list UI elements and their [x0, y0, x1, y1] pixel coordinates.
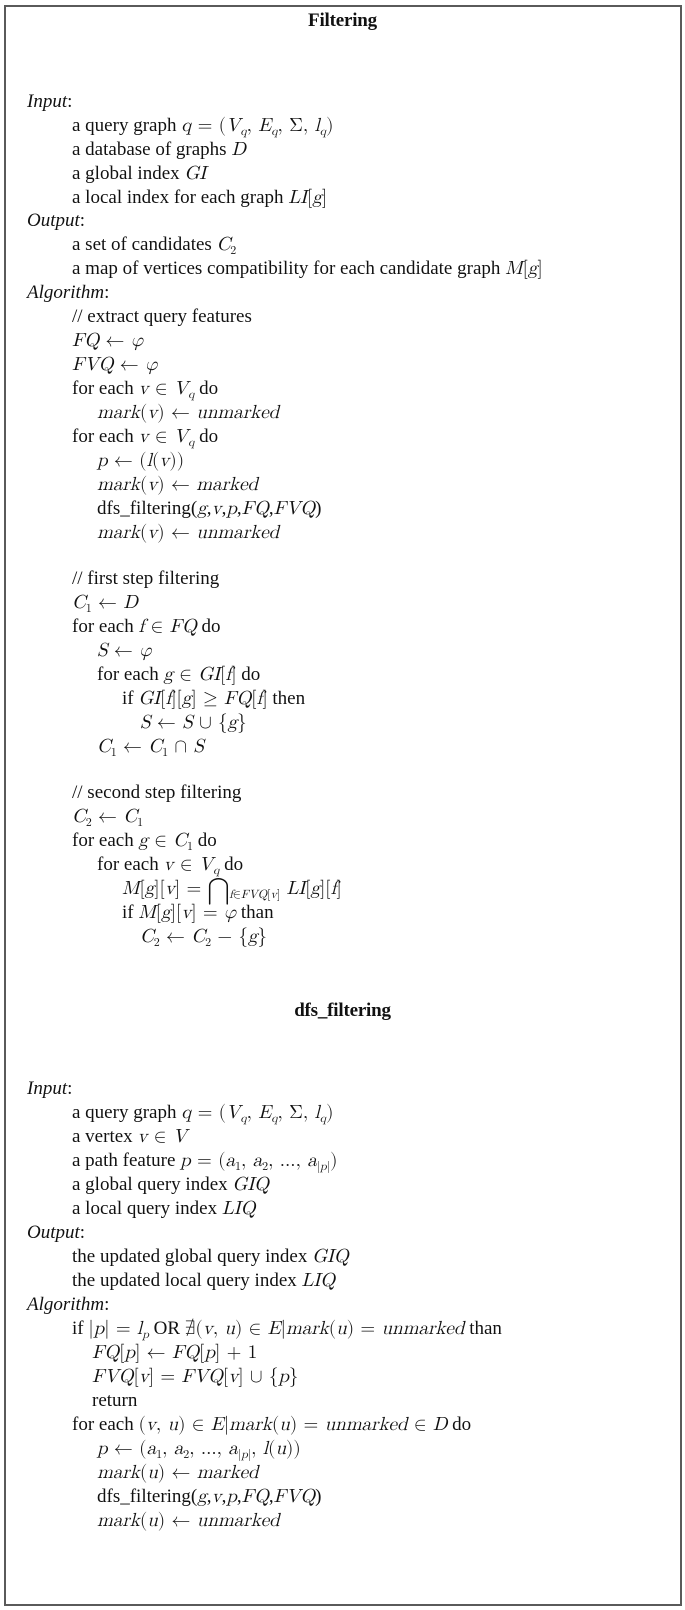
dfs-step-p-extend: p ← ($a_1$, $a_2$, ..., $a_{|p|}$, l(u))	[97, 1439, 301, 1461]
dfs-step-recursive-call: dfs_filtering(g,v,p,FQ,FVQ)	[97, 1486, 322, 1507]
algorithm-label: Algorithm:	[27, 282, 110, 303]
input-local-index: a local index for each graph LI[g]	[72, 187, 328, 208]
step-c2-remove: $C_2$ ← $C_2 - \{g\}$	[140, 927, 268, 949]
dfs-input-query-graph: a query graph $q = (V_q$, $E_q$, Σ, $l_q$)	[72, 1102, 334, 1125]
step-c2-init: $C_2$ ← $C_1$	[72, 807, 144, 829]
output-compat-map: a map of vertices compatibility for each candidate graph M[g]	[72, 258, 543, 279]
step-if-m-empty: if M[g][v] = φ than	[122, 902, 274, 923]
step-loop-gi: for each g ∈ GI[f] do	[97, 664, 261, 685]
step-loop-c1: for each g ∈ $C_1$ do	[72, 830, 217, 853]
dfs-input-giq: a global query index GIQ	[72, 1174, 269, 1195]
step-fq-init: FQ ← φ	[72, 331, 144, 350]
step-fvq-init: FVQ ← φ	[72, 355, 158, 374]
algorithm-title-filtering: Filtering	[308, 10, 377, 31]
step-s-union: S ← S ∪ {g}	[140, 713, 247, 732]
output-candidates: a set of candidates $C_2$	[72, 234, 237, 257]
dfs-input-label: Input:	[27, 1078, 73, 1099]
dfs-output-liq: the updated local query index LIQ	[72, 1270, 336, 1291]
dfs-input-path-feature: a path feature $p = (a_1$, $a_2$, ..., $a_{|p|}$)	[72, 1150, 338, 1173]
dfs-input-vertex: a vertex v ∈ V	[72, 1126, 187, 1147]
input-database: a database of graphs D	[72, 139, 246, 160]
step-loop-vq-2: for each v ∈ $V_q$ do	[72, 426, 219, 449]
dfs-step-mark-u: mark(u) ← marked	[97, 1463, 259, 1482]
step-unmark-v-2: mark(v) ← unmarked	[97, 523, 280, 542]
step-unmark-v-1: mark(v) ← unmarked	[97, 403, 280, 422]
step-m-assign: $M[g][v] = ⋂_{f\in FVQ[v]}$ LI[g][f]	[122, 878, 342, 904]
step-c1-intersect: $C_1$ ← $C_1$ ∩ S	[97, 737, 204, 759]
step-c1-init: $C_1$ ← D	[72, 593, 138, 615]
algorithm-title-dfs-filtering: dfs_filtering	[294, 1000, 391, 1021]
dfs-output-label: Output:	[27, 1222, 86, 1243]
dfs-step-fq-increment: FQ[p] ← FQ[p] + 1	[92, 1343, 258, 1362]
dfs-output-giq: the updated global query index GIQ	[72, 1246, 349, 1267]
dfs-step-loop-edges: for each (v, u) ∈ E|mark(u) = unmarked ∈ D do	[72, 1414, 472, 1435]
dfs-algorithm-label: Algorithm:	[27, 1294, 110, 1315]
step-if-gi-ge-fq: if GI[f][g] ≥ FQ[f] then	[122, 688, 306, 709]
input-global-index: a global index GI	[72, 163, 207, 184]
step-loop-vq-1: for each v ∈ $V_q$ do	[72, 378, 219, 401]
step-mark-v: mark(v) ← marked	[97, 475, 259, 494]
comment-first-step: // first step filtering	[72, 568, 220, 589]
comment-second-step: // second step filtering	[72, 782, 242, 803]
dfs-step-unmark-u: mark(u) ← unmarked	[97, 1511, 280, 1530]
step-dfs-call-1: dfs_filtering(g,v,p,FQ,FVQ)	[97, 498, 322, 519]
dfs-step-return: return	[92, 1390, 138, 1411]
dfs-input-liq: a local query index LIQ	[72, 1198, 256, 1219]
input-label: Input:	[27, 91, 73, 112]
step-p-assign: p ← (l(v))	[97, 451, 185, 470]
input-query-graph: a query graph $q = (V_q$, $E_q$, Σ, $l_q$)	[72, 115, 334, 138]
dfs-step-fvq-union: FVQ[v] = FVQ[v] ∪ {p}	[92, 1367, 299, 1386]
step-s-init: S ← φ	[97, 641, 152, 660]
output-label: Output:	[27, 210, 86, 231]
step-loop-fq: for each f ∈ FQ do	[72, 616, 221, 637]
comment-extract: // extract query features	[72, 306, 252, 327]
step-loop-vq-3: for each v ∈ $V_q$ do	[97, 854, 244, 877]
dfs-step-if-terminal: if $|p| = l_p$ OR ∄(v, u) ∈ E|mark(u) = unmarked than	[72, 1318, 502, 1341]
